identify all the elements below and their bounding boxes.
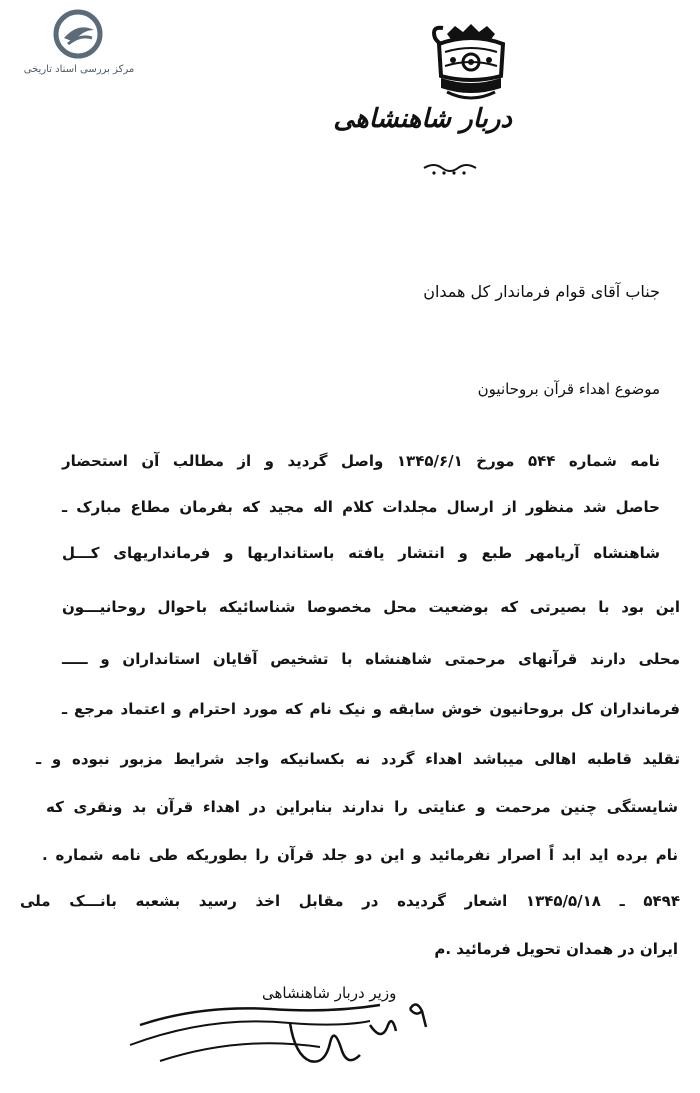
body-line: تقلید قاطبه اهالی میباشد اهداء گردد نه بکسانیکه واجد شرایط مزبور نبوده و ـ xyxy=(36,750,680,768)
body-line: نام برده اید ابد اً اصرار نفرمائید و این دو جلد قرآن را بطوریکه طی نامه شماره . xyxy=(42,846,678,864)
recipient-line: جناب آقای قوام فرماندار کل همدان xyxy=(423,282,660,301)
book-swirl-icon xyxy=(52,8,104,60)
archive-logo xyxy=(14,8,144,88)
subject-line: موضوع اهداء قرآن بروحانیون xyxy=(477,380,660,398)
body-line: شاهنشاه آریامهر طبع و انتشار یافته باستانداریها و فرمانداریهای کـــل xyxy=(62,544,660,562)
body-line: فرمانداران کل بروحانیون خوش سابقه و نیک نام که مورد احترام و اعتماد مرجع ـ xyxy=(62,700,680,718)
body-line-last: ایران در همدان تحویل فرمائید .م xyxy=(434,940,678,958)
archive-caption: مرکز بررسی اسناد تاریخی xyxy=(23,64,135,75)
body-line: نامه شماره ۵۴۴ مورخ ۱۳۴۵/۶/۱ واصل گردید و از مطالب آن استحضار xyxy=(62,452,660,470)
handwritten-signature-icon xyxy=(120,965,450,1075)
body-line: محلی دارند قرآنهای مرحمتی شاهنشاه با تشخیص آقایان استانداران و ـــــ xyxy=(62,650,680,668)
body-line: حاصل شد منظور از ارسال مجلدات کلام اله مجید که بفرمان مطاع مبارک ـ xyxy=(62,498,660,516)
body-line: شایستگی چنین مرحمت و عنایتی را ندارند بنابراین در اهداء قرآن بد ونقری که xyxy=(46,798,678,816)
pahlavi-crown-icon xyxy=(425,22,517,106)
dotted-flourish-icon xyxy=(420,160,480,176)
letterhead-title: دربار شاهنشاهی xyxy=(333,104,512,134)
signatory-title: وزیر دربار شاهنشاهی xyxy=(262,984,397,1002)
body-line: این بود با بصیرتی که بوضعیت محل مخصوصا شناسائیکه باحوال روحانیـــون xyxy=(62,598,680,616)
body-line: ۵۴۹۴ ـ ۱۳۴۵/۵/۱۸ اشعار گردیده در مقابل اخذ رسید بشعبه بانـــک ملی xyxy=(20,892,680,910)
